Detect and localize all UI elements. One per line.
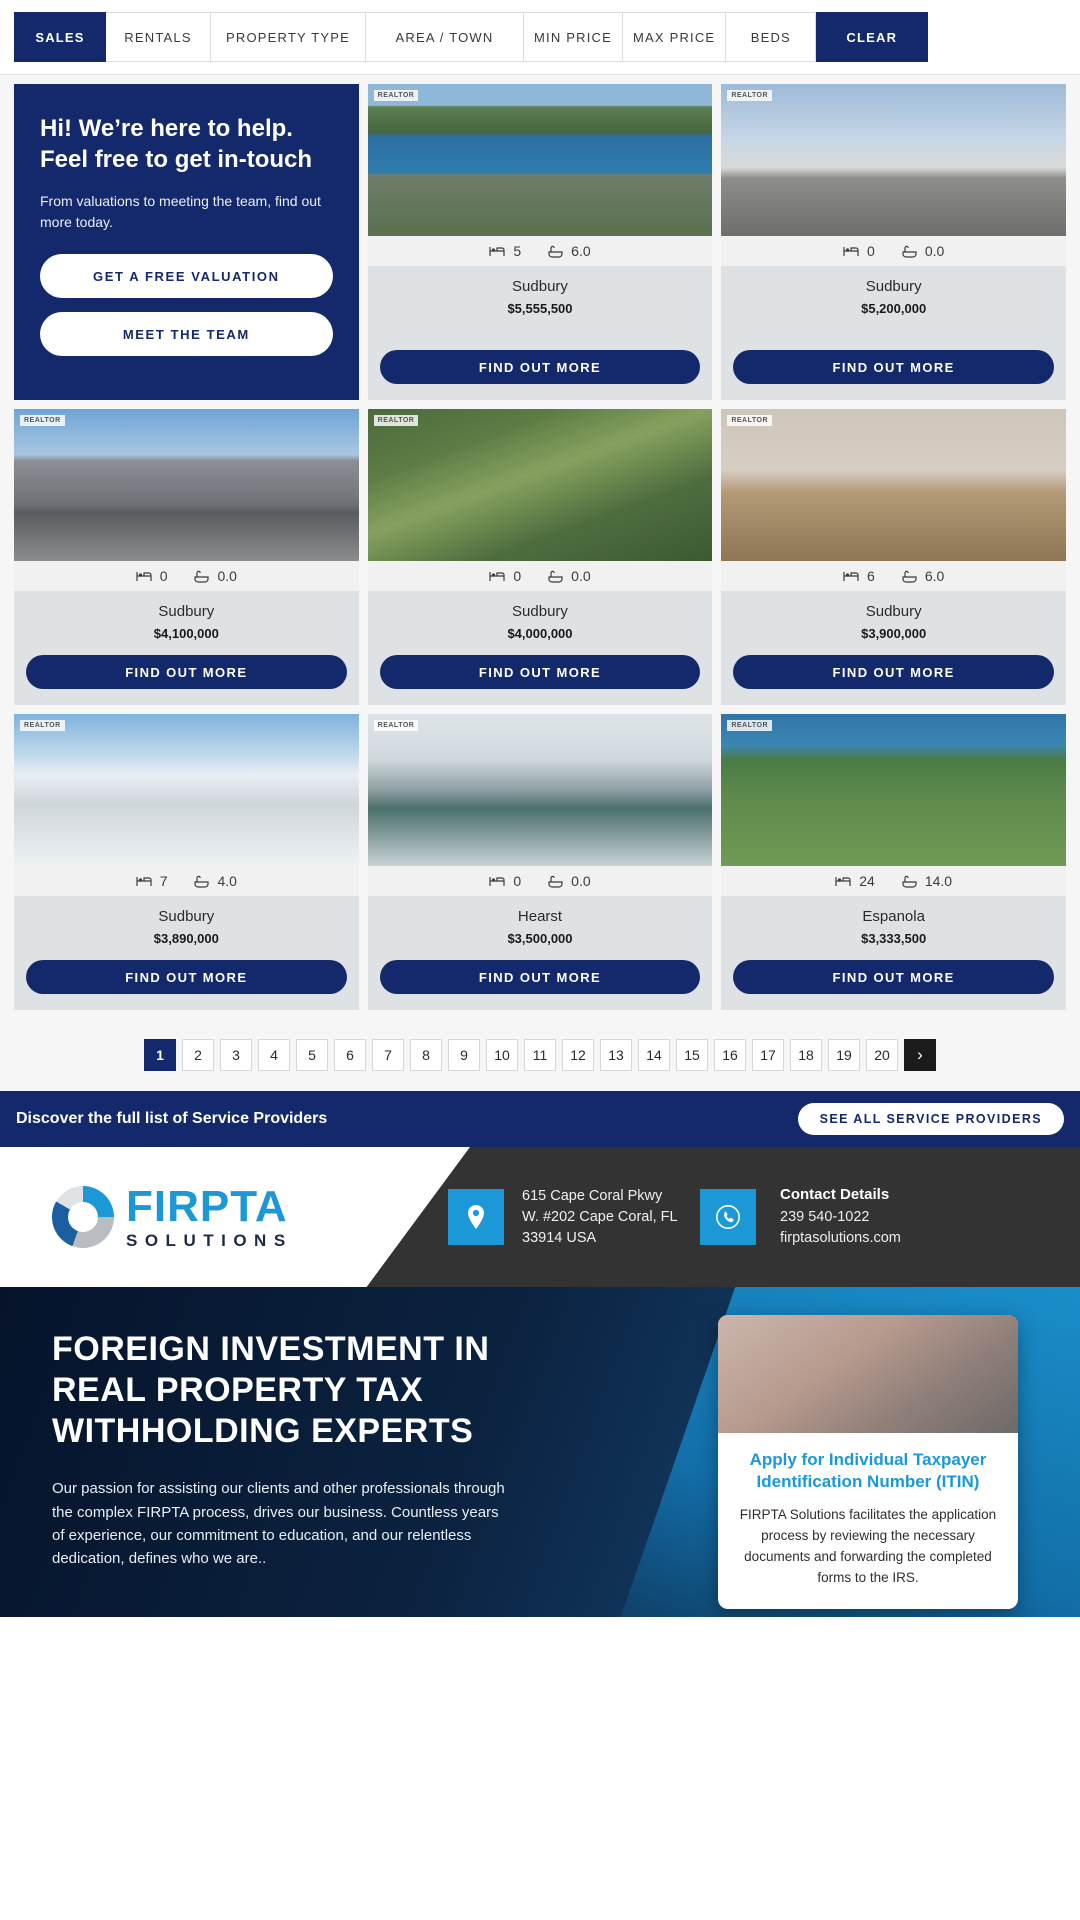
bath-icon (193, 875, 210, 888)
page-11[interactable]: 11 (524, 1039, 556, 1071)
firpta-address: 615 Cape Coral Pkwy W. #202 Cape Coral, FL 33914 USA (522, 1187, 678, 1246)
page-14[interactable]: 14 (638, 1039, 670, 1071)
property-photo (721, 84, 1066, 236)
property-specs (368, 866, 713, 896)
bath-icon (901, 245, 918, 258)
bath-icon (901, 570, 918, 583)
property-town: Sudbury (512, 603, 568, 621)
property-price: $4,000,000 (507, 626, 573, 642)
property-photo (14, 714, 359, 866)
filter-min-price-label: MIN PRICE (534, 29, 612, 45)
filter-beds-label: BEDS (750, 29, 791, 45)
bath-spec (901, 243, 944, 259)
hero-content (0, 1287, 560, 1612)
filter-sales-label: SALES (35, 29, 85, 45)
realtor-badge: REALTOR (374, 415, 419, 426)
bed-icon (843, 570, 860, 583)
bed-spec (843, 568, 875, 584)
contact-details-title: Contact Details (780, 1185, 890, 1203)
property-photo (368, 409, 713, 561)
property-body (721, 591, 1066, 641)
bed-count: 5 (513, 243, 522, 259)
bath-count: 6.0 (924, 568, 945, 585)
location-pin-icon (448, 1189, 504, 1245)
page-7[interactable]: 7 (372, 1039, 404, 1071)
firpta-hero (0, 1287, 1080, 1617)
property-card[interactable] (721, 84, 1066, 400)
bath-spec (193, 873, 236, 889)
property-town: Hearst (517, 908, 563, 926)
bath-icon (901, 875, 918, 888)
bath-spec (901, 873, 952, 889)
firpta-logo[interactable] (0, 1182, 420, 1251)
firpta-contact-info (448, 1186, 901, 1249)
property-price: $4,100,000 (153, 626, 219, 642)
meet-the-team-button[interactable]: MEET THE TEAM (40, 312, 333, 356)
property-card[interactable] (14, 409, 359, 705)
find-out-more-button[interactable]: FIND OUT MORE (26, 655, 347, 689)
filter-property-type[interactable] (211, 12, 366, 62)
page-19[interactable]: 19 (828, 1039, 860, 1071)
see-all-service-providers-button[interactable]: SEE ALL SERVICE PROVIDERS (798, 1103, 1064, 1135)
bath-count: 0.0 (571, 873, 591, 890)
page-12[interactable]: 12 (562, 1039, 594, 1071)
bed-icon (835, 875, 852, 888)
hero-paragraph: Our passion for assisting our clients and other professionals through the complex FIRPTA process, drives our business. Countless years of experience, our commitment to education, and our relentless dedication, defines who we are.. (52, 1480, 505, 1568)
firpta-wordmark (126, 1182, 293, 1251)
filter-min-price[interactable] (524, 12, 623, 62)
property-specs (14, 866, 359, 896)
property-card[interactable] (721, 409, 1066, 705)
bed-icon (136, 570, 153, 583)
bath-icon (547, 245, 564, 258)
filter-property-type-label: PROPERTY TYPE (226, 29, 350, 45)
property-card[interactable] (721, 714, 1066, 1010)
filter-beds[interactable] (726, 12, 816, 62)
bed-spec (843, 243, 875, 259)
itin-card-body (718, 1433, 1018, 1609)
page-18[interactable]: 18 (790, 1039, 822, 1071)
property-price: $3,333,500 (861, 931, 927, 947)
firpta-logo-sub: SOLUTIONS (126, 1231, 293, 1251)
page-9[interactable]: 9 (448, 1039, 480, 1071)
property-town: Espanola (862, 908, 925, 926)
bed-count: 0 (867, 243, 875, 259)
service-providers-strip (0, 1091, 1080, 1147)
firpta-contact-block (780, 1186, 901, 1249)
filter-area-town[interactable] (366, 12, 524, 62)
realtor-badge: REALTOR (20, 415, 65, 426)
filter-area-town-label: AREA / TOWN (395, 29, 494, 45)
find-out-more-button[interactable]: FIND OUT MORE (380, 960, 701, 994)
promo-heading: Hi! We’re here to help. Feel free to get in-touch (40, 115, 313, 173)
page-13[interactable]: 13 (600, 1039, 632, 1071)
page-3[interactable]: 3 (220, 1039, 252, 1071)
bed-spec (136, 568, 168, 584)
property-filter-bar (0, 0, 1080, 75)
property-specs (721, 866, 1066, 896)
itin-card-photo (718, 1315, 1018, 1433)
property-photo (368, 714, 713, 866)
property-body (721, 896, 1066, 946)
filter-clear-label: CLEAR (846, 29, 898, 45)
property-photo (721, 714, 1066, 866)
firpta-banner (0, 1147, 1080, 1287)
property-town: Sudbury (865, 603, 922, 621)
bed-icon (489, 570, 506, 583)
find-out-more-button[interactable]: FIND OUT MORE (380, 350, 701, 384)
bed-spec (835, 873, 875, 889)
find-out-more-button[interactable]: FIND OUT MORE (380, 655, 701, 689)
property-photo (721, 409, 1066, 561)
property-price: $5,555,500 (507, 301, 573, 316)
page-16[interactable]: 16 (714, 1039, 746, 1071)
page-2[interactable]: 2 (182, 1039, 214, 1071)
page-8[interactable]: 8 (410, 1039, 442, 1071)
property-body (368, 896, 713, 946)
property-photo (14, 409, 359, 561)
firpta-phone[interactable]: 239 540-1022 (780, 1208, 870, 1225)
property-card[interactable] (368, 84, 713, 400)
firpta-globe-icon (52, 1186, 114, 1248)
bath-count: 14.0 (924, 873, 953, 890)
property-grid (0, 75, 1080, 1019)
firpta-logo-main: FIRPTA (126, 1182, 288, 1232)
bath-icon (547, 875, 564, 888)
page-17[interactable]: 17 (752, 1039, 784, 1071)
realtor-badge: REALTOR (374, 90, 419, 101)
bed-spec (489, 243, 521, 259)
realtor-badge: REALTOR (727, 415, 772, 426)
property-card[interactable] (14, 714, 359, 1010)
property-price: $3,500,000 (507, 931, 573, 947)
bed-count: 0 (159, 568, 168, 585)
bed-spec (136, 873, 168, 889)
property-card[interactable] (368, 714, 713, 1010)
bed-icon (489, 245, 506, 258)
bath-count: 0.0 (924, 243, 945, 259)
bed-spec (489, 873, 521, 889)
realtor-badge: REALTOR (727, 720, 772, 731)
find-out-more-button[interactable]: FIND OUT MORE (733, 960, 1054, 994)
property-specs (368, 236, 713, 266)
promo-card (14, 84, 359, 400)
bed-count: 0 (513, 568, 522, 585)
page-5[interactable]: 5 (296, 1039, 328, 1071)
itin-card-title: Apply for Individual Taxpayer Identification Number (ITIN) (749, 1450, 987, 1492)
itin-card-text: FIRPTA Solutions facilitates the application process by reviewing the necessary documents and forwarding the completed forms to the IRS. (739, 1507, 997, 1585)
firpta-website[interactable]: firptasolutions.com (780, 1229, 901, 1246)
bed-icon (489, 875, 506, 888)
filter-rentals-label: RENTALS (124, 29, 192, 45)
bath-icon (193, 570, 210, 583)
bed-spec (489, 568, 521, 584)
bath-count: 0.0 (571, 568, 591, 585)
bath-count: 0.0 (217, 568, 237, 585)
property-photo (368, 84, 713, 236)
property-price: $3,900,000 (861, 626, 927, 642)
itin-card[interactable] (718, 1315, 1018, 1609)
filter-rentals[interactable] (106, 12, 211, 62)
bed-count: 6 (867, 568, 875, 585)
bath-spec (193, 568, 236, 584)
bath-icon (547, 570, 564, 583)
bed-icon (136, 875, 153, 888)
find-out-more-button[interactable]: FIND OUT MORE (733, 350, 1054, 384)
page-20[interactable]: 20 (866, 1039, 898, 1071)
bath-spec (547, 243, 590, 259)
bed-icon (843, 245, 860, 258)
filter-max-price[interactable] (623, 12, 726, 62)
property-specs (14, 561, 359, 591)
property-card[interactable] (368, 409, 713, 705)
property-specs (368, 561, 713, 591)
get-free-valuation-button[interactable]: GET A FREE VALUATION (40, 254, 333, 298)
page-6[interactable]: 6 (334, 1039, 366, 1071)
property-body (368, 266, 713, 336)
bed-count: 7 (159, 873, 168, 890)
bath-count: 4.0 (217, 873, 237, 890)
realtor-badge: REALTOR (20, 720, 65, 731)
property-town: Sudbury (865, 278, 922, 295)
property-town: Sudbury (512, 278, 568, 295)
property-town: Sudbury (158, 603, 215, 621)
bath-count: 6.0 (571, 243, 591, 259)
bed-count: 24 (859, 873, 875, 890)
filter-sales[interactable] (14, 12, 106, 62)
filter-max-price-label: MAX PRICE (632, 29, 716, 45)
page-1[interactable]: 1 (144, 1039, 176, 1071)
service-providers-text: Discover the full list of Service Providers (16, 1110, 328, 1128)
bath-spec (547, 568, 590, 584)
find-out-more-button[interactable]: FIND OUT MORE (733, 655, 1054, 689)
property-town: Sudbury (158, 908, 215, 926)
bath-spec (547, 873, 590, 889)
property-body (14, 896, 359, 946)
page-4[interactable]: 4 (258, 1039, 290, 1071)
find-out-more-button[interactable]: FIND OUT MORE (26, 960, 347, 994)
property-price: $5,200,000 (861, 301, 927, 316)
phone-icon (700, 1189, 756, 1245)
property-price: $3,890,000 (153, 931, 219, 947)
hero-heading: FOREIGN INVESTMENT IN REAL PROPERTY TAX WITHHOLDING EXPERTS (52, 1330, 490, 1450)
promo-text: From valuations to meeting the team, find out more today. (40, 193, 321, 230)
property-body (14, 591, 359, 641)
property-body (721, 266, 1066, 336)
page-10[interactable]: 10 (486, 1039, 518, 1071)
filter-clear[interactable] (816, 12, 928, 62)
property-specs (721, 236, 1066, 266)
next-page-button[interactable]: › (904, 1039, 936, 1071)
property-specs (721, 561, 1066, 591)
realtor-badge: REALTOR (727, 90, 772, 101)
realtor-badge: REALTOR (374, 720, 419, 731)
property-body (368, 591, 713, 641)
page-15[interactable]: 15 (676, 1039, 708, 1071)
bed-count: 0 (513, 873, 522, 890)
bath-spec (901, 568, 944, 584)
pagination (0, 1019, 1080, 1091)
